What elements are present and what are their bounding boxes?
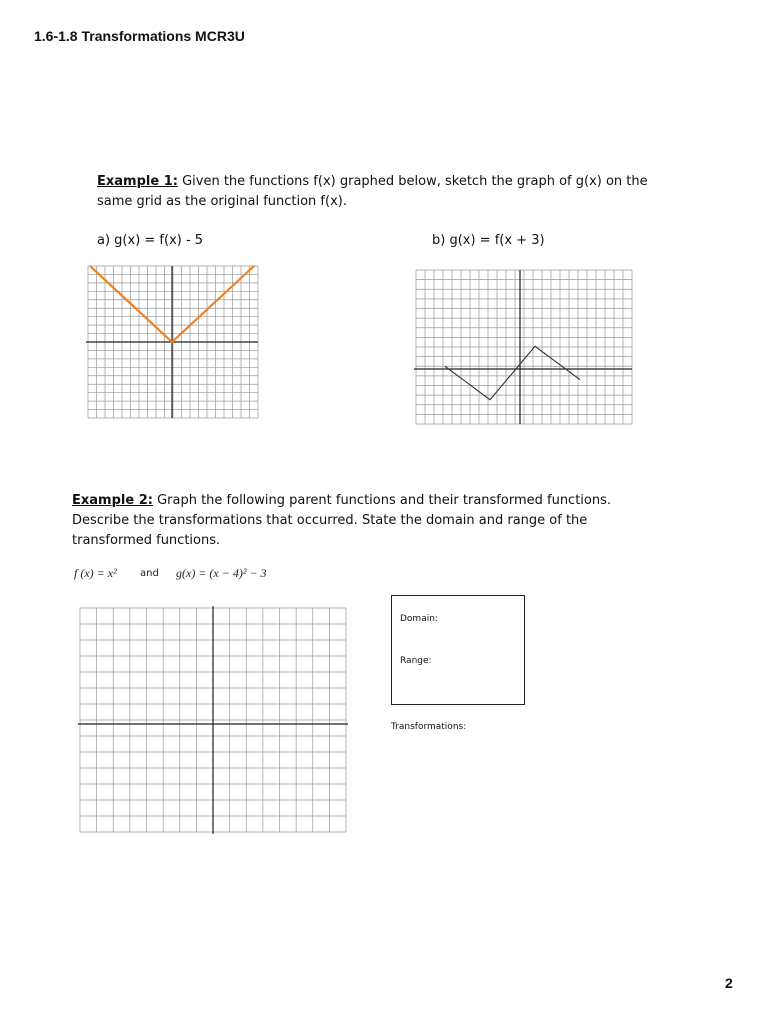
- g-expression: g(x) = (x − 4)² − 3: [176, 566, 267, 580]
- transformations-label: Transformations:: [391, 722, 467, 732]
- example2-text: [72, 491, 692, 551]
- page-title: 1.6-1.8 Transformations MCR3U: [34, 28, 245, 44]
- example1-part-b: b) g(x) = f(x + 3): [432, 233, 545, 248]
- example1-line2: same grid as the original function f(x).: [97, 194, 347, 209]
- example1-line1: Given the functions f(x) graphed below, sketch the graph of g(x) on the: [177, 174, 648, 189]
- example1-part-a: a) g(x) = f(x) - 5: [97, 233, 204, 248]
- example2-line3: transformed functions.: [72, 533, 221, 548]
- and-word: and: [140, 568, 159, 579]
- page-number: 2: [725, 975, 733, 991]
- graph-b: [412, 268, 634, 426]
- graph-b-grid: [416, 270, 632, 424]
- f-expression: f (x) = x²: [74, 566, 117, 580]
- example2-line2: Describe the transformations that occurred. State the domain and range of the: [72, 513, 588, 528]
- example2-label: Example 2:: [72, 493, 153, 508]
- graph-example2: [76, 604, 350, 836]
- example1-text: [97, 172, 697, 212]
- domain-label: Domain:: [400, 614, 438, 624]
- example1-label: Example 1:: [97, 174, 178, 189]
- graph-a: [82, 262, 264, 422]
- domain-range-box: [391, 595, 525, 705]
- example2-line1: Graph the following parent functions and their transformed functions.: [152, 493, 612, 508]
- range-label: Range:: [400, 656, 432, 666]
